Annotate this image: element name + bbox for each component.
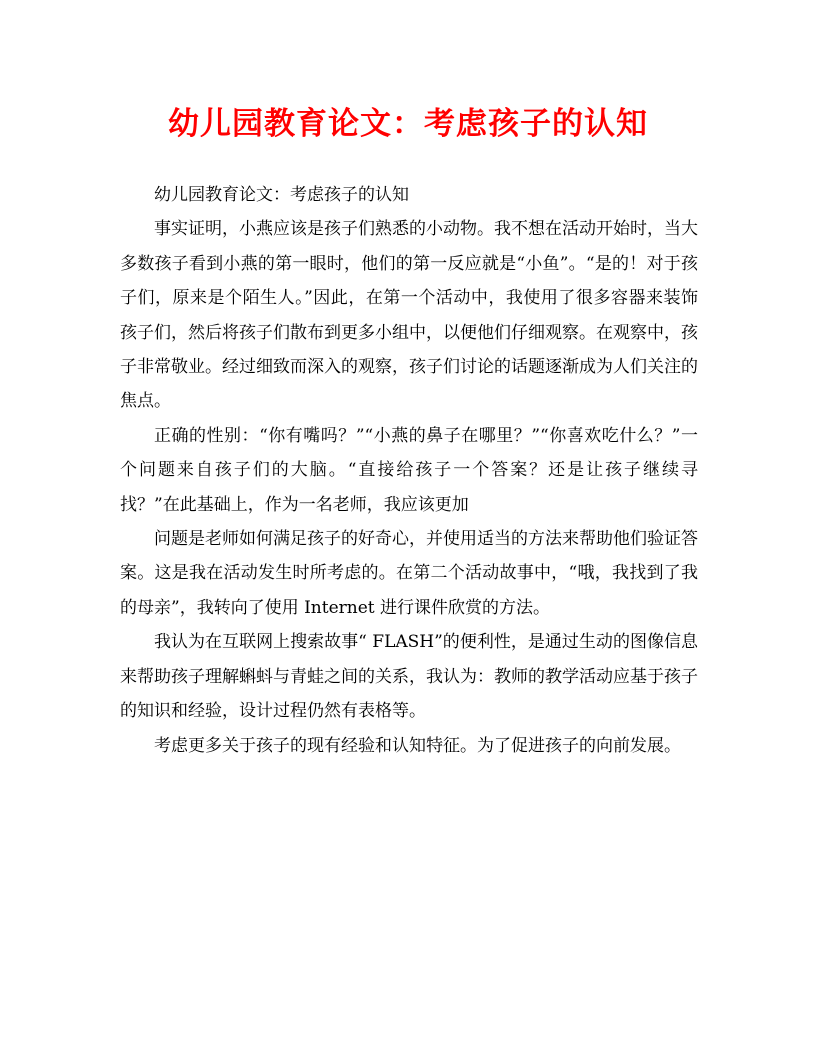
paragraph-1: 事实证明，小燕应该是孩子们熟悉的小动物。我不想在活动开始时，当大多数孩子看到小燕的第一眼时，他们的第一反应就是“小鱼”。“是的！对于孩子们，原来是个陌生人。”因此，在第一个活动中，我使用了很多容器来装饰孩子们，然后将孩子们散布到更多小组中，以便他们仔细观察。在观察中，孩子非常敬业。经过细致而深入的观察，孩子们讨论的话题逐渐成为人们关注的焦点。 (120, 219, 698, 412)
paragraph-3: 问题是老师如何满足孩子的好奇心，并使用适当的方法来帮助他们验证答案。这是我在活动发生时所考虑的。在第二个活动故事中，“哦，我找到了我的母亲”，我转向了使用 Internet 进行课件欣赏的方法。 (120, 529, 698, 618)
paragraph-subtitle: 幼儿园教育论文：考虑孩子的认知 (154, 185, 409, 205)
document-title: 幼儿园教育论文：考虑孩子的认知 (168, 106, 648, 142)
paragraph-2: 正确的性别：“你有嘴吗？”“小燕的鼻子在哪里？”“你喜欢吃什么？”一个问题来自孩子们的大脑。“直接给孩子一个答案？还是让孩子继续寻找？”在此基础上，作为一名老师，我应该更加 (120, 425, 698, 515)
document-body (120, 178, 698, 763)
paragraph-4: 我认为在互联网上搜索故事“ FLASH”的便利性，是通过生动的图像信息来帮助孩子理解蝌蚪与青蛙之间的关系，我认为：教师的教学活动应基于孩子的知识和经验，设计过程仍然有表格等。 (120, 632, 698, 722)
paragraph-5: 考虑更多关于孩子的现有经验和认知特征。为了促进孩子的向前发展。 (154, 735, 681, 756)
